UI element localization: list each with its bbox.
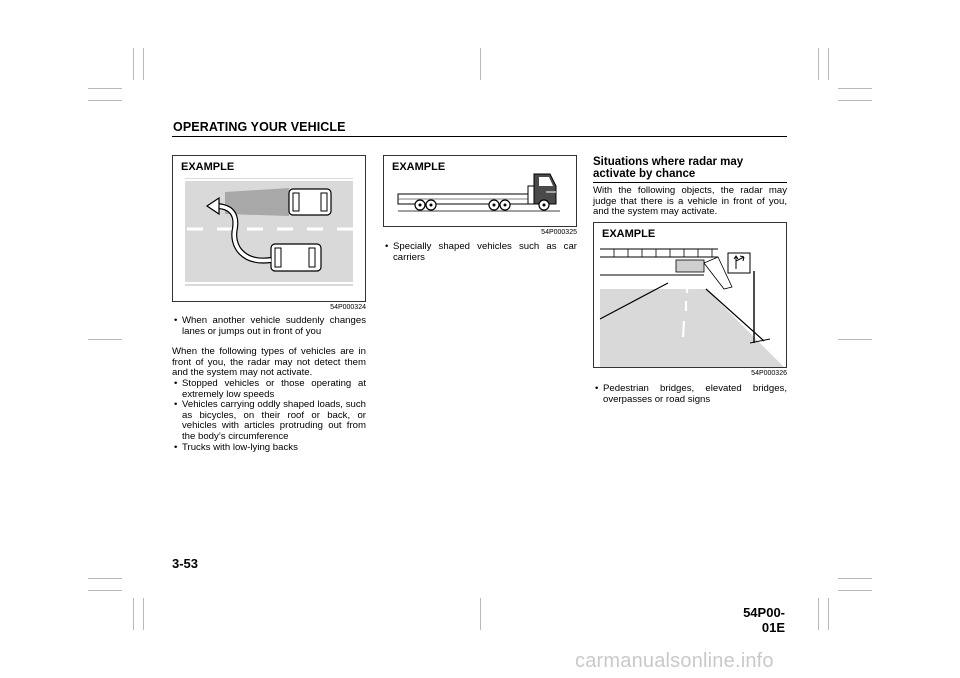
list-item-text: Stopped vehicles or those operating at extremely low speeds [182, 377, 366, 400]
crop-mark [838, 590, 872, 591]
crop-mark [838, 339, 872, 340]
crop-mark [88, 88, 122, 89]
crop-mark [133, 48, 134, 80]
car-carrier-illustration [384, 156, 576, 226]
watermark: carmanualsonline.info [575, 650, 774, 672]
crop-mark [838, 88, 872, 89]
header-rule [172, 136, 787, 137]
crop-mark [828, 598, 829, 630]
figure-overpass [593, 222, 787, 368]
crop-mark [818, 598, 819, 630]
list-item-text: Pedestrian bridges, elevated bridges, overpasses or road signs [603, 383, 787, 405]
col1-text [172, 316, 366, 453]
crop-mark [133, 598, 134, 630]
list-item-text: Vehicles carrying oddly shaped loads, such as bicycles, on their roof or back, or vehicles with articles protruding out from the body’s circumference [182, 399, 366, 442]
figure-car-carrier [383, 155, 577, 227]
col3-text [593, 384, 787, 405]
section-title: Situations where radar may activate by chance [593, 156, 744, 180]
overpass-illustration [594, 223, 786, 367]
crop-mark [88, 578, 122, 579]
figure-label: EXAMPLE [392, 161, 446, 173]
document-code: 54P00-01E [743, 605, 785, 635]
list-item-text: Specially shaped vehicles such as car carriers [393, 241, 577, 263]
figure-label: EXAMPLE [602, 228, 656, 240]
paragraph: When the following types of vehicles are in front of you, the radar may not detect them and the system may not activate. [172, 346, 366, 379]
crop-mark [818, 48, 819, 80]
crop-mark [828, 48, 829, 80]
crop-mark [143, 48, 144, 80]
figure-code: 54P000326 [751, 370, 787, 377]
page-header-title: OPERATING YOUR VEHICLE [173, 120, 346, 134]
crop-mark [838, 100, 872, 101]
crop-mark [88, 100, 122, 101]
figure-lane-change [172, 155, 366, 302]
list-item: • Stopped vehicles or those operating at extremely low speeds [174, 377, 366, 400]
list-item-text: When another vehicle suddenly changes lanes or jumps out in front of you [182, 315, 366, 337]
list-item: • Vehicles carrying oddly shaped loads, such as bicycles, on their roof or back, or vehicles with articles protruding out from the body’s circumference [174, 399, 366, 442]
lane-change-illustration [173, 156, 365, 301]
crop-mark [88, 339, 122, 340]
crop-mark [838, 578, 872, 579]
crop-mark [88, 590, 122, 591]
list-item: • Trucks with low-lying backs [174, 441, 298, 453]
figure-code: 54P000325 [541, 229, 577, 236]
figure-code: 54P000324 [330, 304, 366, 311]
crop-mark [143, 598, 144, 630]
list-item: • Pedestrian bridges, elevated bridges, overpasses or road signs [595, 383, 787, 405]
section-rule [593, 182, 787, 183]
crop-mark [480, 598, 481, 630]
col3-intro: With the following objects, the radar may judge that there is a vehicle in front of you, and the system may activate. [593, 185, 787, 218]
page-number: 3-53 [172, 556, 199, 571]
crop-mark [480, 48, 481, 80]
col2-text [383, 242, 577, 263]
list-item-text: Trucks with low-lying backs [182, 441, 298, 453]
list-item: • Specially shaped vehicles such as car carriers [385, 241, 577, 263]
list-item: • When another vehicle suddenly changes lanes or jumps out in front of you [174, 315, 366, 337]
figure-label: EXAMPLE [181, 161, 235, 173]
